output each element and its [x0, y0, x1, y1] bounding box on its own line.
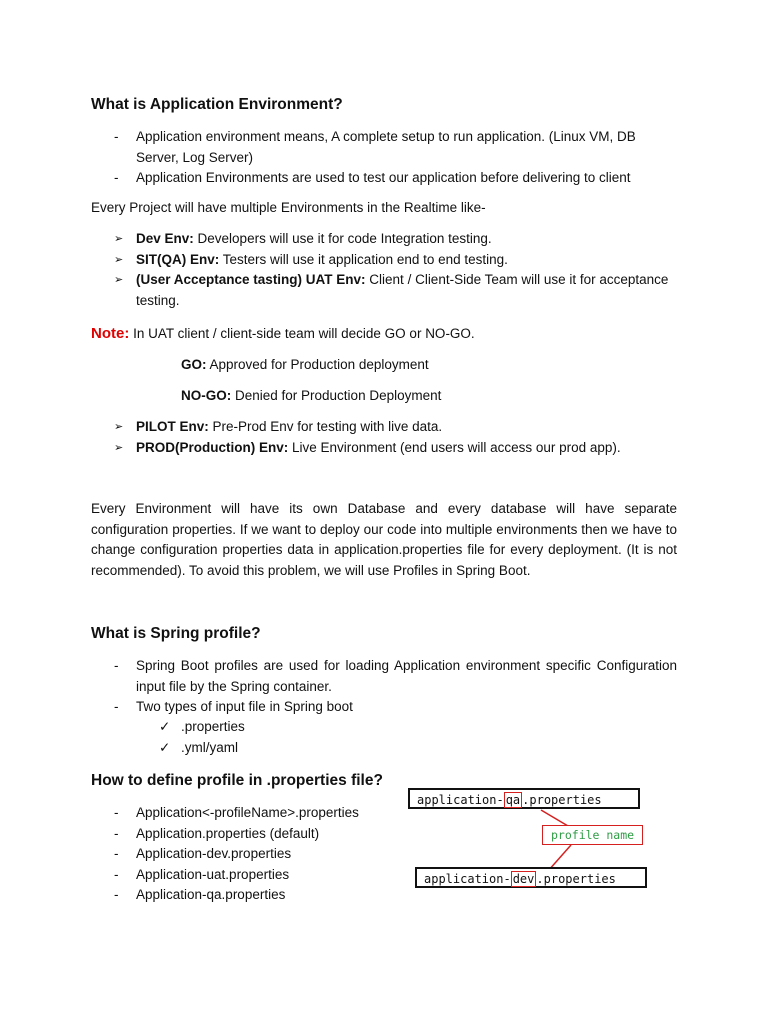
- go-label: GO:: [181, 357, 207, 372]
- environments-paragraph: Every Environment will have its own Database and every database will have separate configuration properties. If we want to deploy our code into multiple environments then we have to change configuration properties data in application.properties file for every deployment. (It is not recommended). To avoid this problem, we will use Profiles in Spring Boot.: [91, 501, 677, 578]
- heading-spring-profile: What is Spring profile?: [91, 625, 261, 642]
- profile-files-list: [91, 803, 391, 906]
- profile-highlight-dev: dev: [512, 872, 535, 886]
- env-name: (User Acceptance tasting) UAT Env:: [136, 272, 366, 287]
- filename-suffix: .properties: [522, 793, 602, 807]
- arrow-bullet-icon: ➢: [114, 421, 124, 433]
- arrow-bullet-icon: ➢: [114, 441, 124, 454]
- list-item-text: Application Environments are used to test our application before delivering to client: [136, 170, 631, 185]
- list-item: [91, 168, 681, 189]
- go-line: [181, 355, 429, 376]
- list-item: [91, 865, 391, 886]
- dash-marker: -: [114, 866, 119, 882]
- environment-definition-list: [91, 127, 681, 189]
- list-item: [91, 127, 681, 168]
- list-item-text: Application-qa.properties: [136, 887, 286, 902]
- dash-marker: -: [114, 825, 119, 841]
- list-item-text: .properties: [181, 719, 245, 734]
- list-item-text: .yml/yaml: [181, 739, 238, 755]
- input-file-types-list: [159, 717, 245, 758]
- environments-list: [91, 229, 681, 311]
- env-description: Testers will use it application end to end testing.: [219, 251, 508, 267]
- dash-marker: -: [114, 170, 119, 185]
- profile-highlight-qa: qa: [505, 793, 521, 807]
- heading-application-environment: What is Application Environment?: [91, 96, 343, 113]
- env-name: PROD(Production) Env:: [136, 439, 289, 455]
- filename-prefix: application-: [417, 793, 504, 807]
- dash-marker: -: [114, 846, 119, 861]
- note-text: In UAT client / client-side team will decide GO or NO-GO.: [129, 326, 475, 341]
- arrow-bullet-icon: ➢: [114, 253, 124, 266]
- list-item: [91, 885, 391, 906]
- list-item-text: Application-uat.properties: [136, 866, 290, 882]
- list-item: [91, 250, 681, 271]
- filename-prefix: application-: [424, 872, 511, 886]
- list-item: [91, 803, 391, 824]
- go-text: Approved for Production deployment: [206, 357, 429, 372]
- note-line: [91, 324, 475, 345]
- nogo-label: NO-GO:: [181, 388, 232, 403]
- checkmark-icon: ✓: [159, 739, 171, 755]
- list-item: [91, 844, 391, 865]
- list-item-text: Spring Boot profiles are used for loading Application environment specific Configuration input file by the Spring container.: [136, 658, 677, 694]
- list-item: [159, 717, 245, 738]
- list-item-text: Two types of input file in Spring boot: [136, 699, 353, 714]
- environments-intro: Every Project will have multiple Environments in the Realtime like-: [91, 200, 486, 215]
- dash-marker: -: [114, 658, 119, 673]
- list-item-text: Application environment means, A complete setup to run application. (Linux VM, DB Server, Log Server): [136, 129, 636, 165]
- checkmark-icon: ✓: [159, 719, 171, 734]
- dash-marker: -: [114, 805, 119, 820]
- list-item-text: Application-dev.properties: [136, 846, 292, 861]
- list-item: [159, 738, 245, 759]
- env-description: Live Environment (end users will access our prod app).: [288, 439, 621, 455]
- list-item: [91, 229, 681, 250]
- nogo-line: [181, 386, 441, 407]
- dash-marker: -: [114, 699, 119, 714]
- list-item: [91, 824, 391, 845]
- env-description: Pre-Prod Env for testing with live data.: [208, 419, 443, 434]
- dev-properties-filename: [415, 867, 647, 888]
- qa-properties-filename: [408, 788, 640, 809]
- dash-marker: -: [114, 887, 119, 902]
- dash-marker: -: [114, 129, 119, 144]
- list-item: [91, 417, 681, 438]
- nogo-text: Denied for Production Deployment: [231, 388, 442, 403]
- env-description: Client / Client-Side Team will use it for acceptance testing.: [136, 272, 669, 308]
- env-name: PILOT Env:: [136, 419, 209, 434]
- list-item: [91, 438, 681, 459]
- filename-suffix: .properties: [536, 872, 616, 886]
- list-item-text: Application<-profileName>.properties: [136, 805, 359, 820]
- environments-list-continued: [91, 417, 681, 458]
- heading-define-profile: How to define profile in .properties file?: [91, 772, 383, 789]
- arrow-bullet-icon: ➢: [114, 274, 124, 286]
- env-name: SIT(QA) Env:: [136, 251, 220, 267]
- list-item: [91, 656, 677, 697]
- arrow-bullet-icon: ➢: [114, 233, 124, 245]
- profile-name-label: profile name: [542, 825, 643, 845]
- list-item: [91, 270, 681, 311]
- env-description: Developers will use it for code Integration testing.: [193, 231, 492, 246]
- list-item: [91, 697, 677, 718]
- env-name: Dev Env:: [136, 231, 194, 246]
- spring-profile-list: [91, 656, 677, 718]
- note-label: Note:: [91, 325, 130, 342]
- list-item-text: Application.properties (default): [136, 825, 320, 841]
